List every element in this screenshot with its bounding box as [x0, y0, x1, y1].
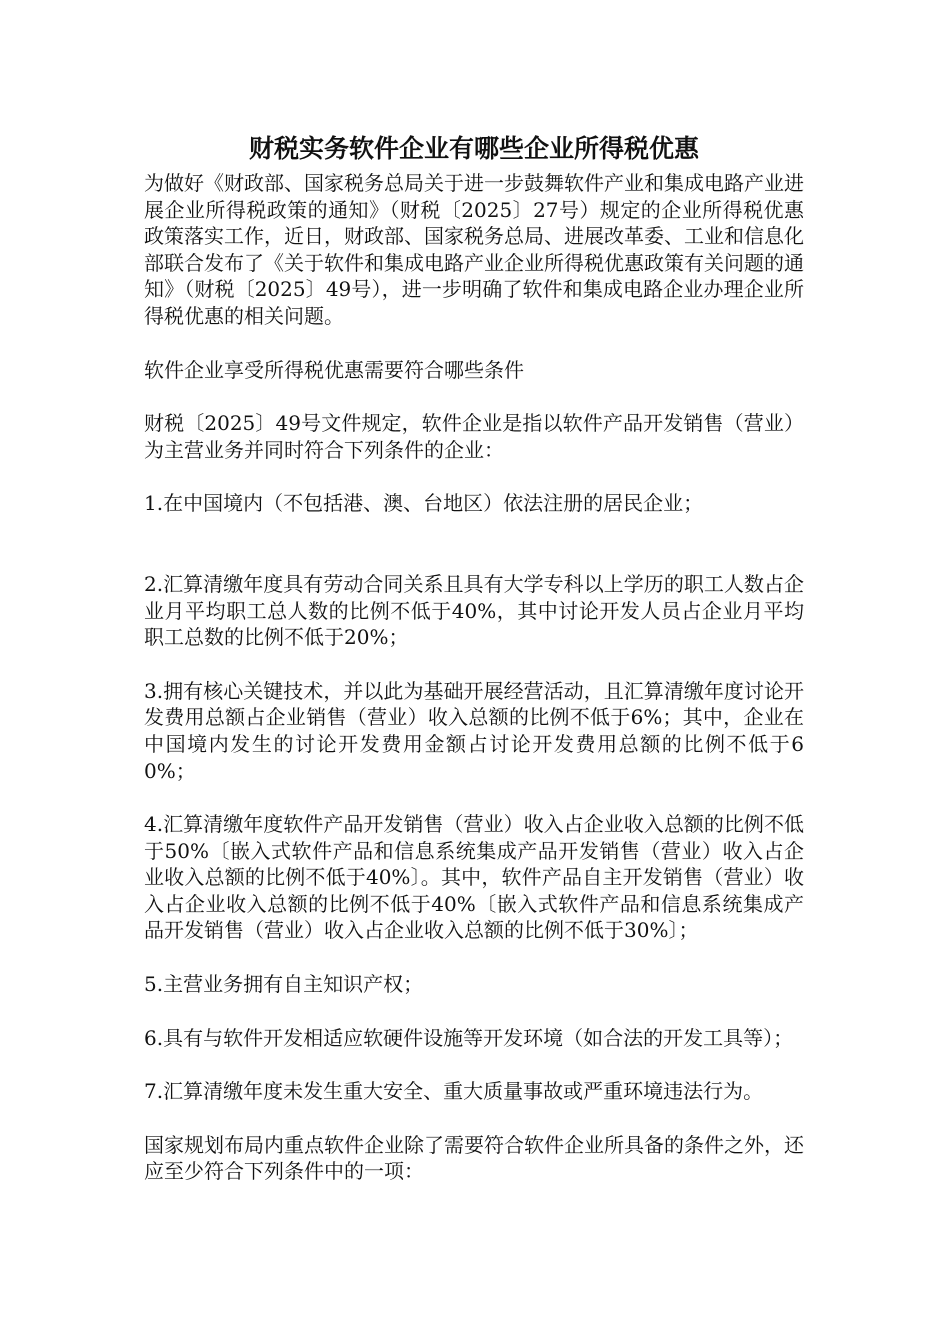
- condition-item-5: 5.主营业务拥有自主知识产权；: [144, 972, 424, 997]
- paragraph-definition: 财税〔2025〕49号文件规定，软件企业是指以软件产品开发销售（营业）为主营业务并同时符合下列条件的企业：: [144, 411, 804, 462]
- condition-item-1: 1.在中国境内（不包括港、澳、台地区）依法注册的居民企业；: [144, 491, 704, 516]
- condition-item-3: 3.拥有核心关键技术，并以此为基础开展经营活动，且汇算清缴年度讨论开发费用总额占企业销售（营业）收入总额的比例不低于6%；其中，企业在中国境内发生的讨论开发费用金额占讨论开发费用总额的比例不低于60%；: [144, 678, 804, 783]
- document-page: [144, 132, 804, 1212]
- document-title: 财税实务软件企业有哪些企业所得税优惠: [248, 134, 699, 163]
- condition-item-7: 7.汇算清缴年度未发生重大安全、重大质量事故或严重环境违法行为。: [144, 1079, 764, 1104]
- paragraph-heading-conditions: 软件企业享受所得税优惠需要符合哪些条件: [144, 357, 524, 382]
- condition-item-6: 6.具有与软件开发相适应软硬件设施等开发环境（如合法的开发工具等）；: [144, 1025, 794, 1050]
- paragraph-intro: 为做好《财政部、国家税务总局关于进一步鼓舞软件产业和集成电路产业进展企业所得税政策的通知》（财税〔2025〕27号）规定的企业所得税优惠政策落实工作，近日，财政部、国家税务总局、进展改革委、工业和信息化部联合发布了《关于软件和集成电路产业企业所得税优惠政策有关问题的通知》（财税〔2025〕49号），进一步明确了软件和集成电路企业办理企业所得税优惠的相关问题。: [144, 171, 804, 328]
- paragraph-key-enterprise: 国家规划布局内重点软件企业除了需要符合软件企业所具备的条件之外，还应至少符合下列条件中的一项：: [144, 1132, 804, 1184]
- condition-item-4: 4.汇算清缴年度软件产品开发销售（营业）收入占企业收入总额的比例不低于50%〔嵌入式软件产品和信息系统集成产品开发销售（营业）收入占企业收入总额的比例不低于40%〕。其中，软件产品自主开发销售（营业）收入占企业收入总额的比例不低于40%〔嵌入式软件产品和信息系统集成产品开发销售（营业）收入占企业收入总额的比例不低于30%〕；: [144, 812, 804, 943]
- condition-item-2: 2.汇算清缴年度具有劳动合同关系且具有大学专科以上学历的职工人数占企业月平均职工总人数的比例不低于40%，其中讨论开发人员占企业月平均职工总数的比例不低于20%；: [144, 571, 804, 650]
